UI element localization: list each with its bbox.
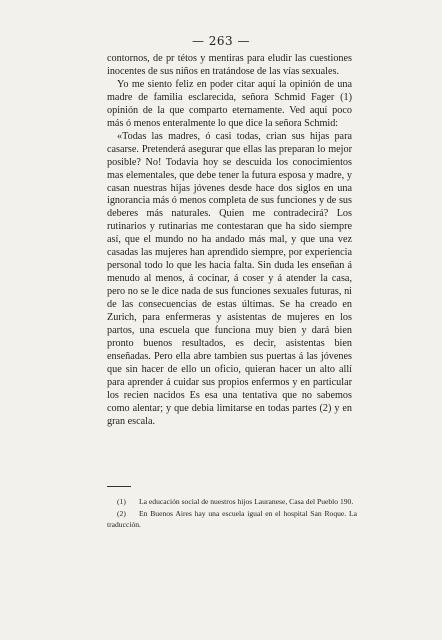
footnote-2 [107,509,357,531]
footnote-1-mark: (1) [117,497,126,506]
paragraph-1: contornos, de pr tétos y mentiras para eludir las cuestiones inocentes de sus niños en tratándose de las vías sexuales. [107,53,352,77]
footnote-2-text: En Buenos Aires hay una escuela igual en el hospital San Roque. La traducción. [107,508,357,529]
main-text [107,53,352,429]
page-number: — 263 — [191,34,251,48]
footnote-1 [107,497,357,508]
footnotes [107,497,357,531]
footnote-1-text: La educación social de nuestros hijos Lauranese, Casa del Pueblo 190. [139,497,354,506]
paragraph-2: Yo me siento feliz en poder citar aquí la opinión de una madre de familia esclarecida, señora Schmid Fager (1) opinión de la que comparto eternamente. Ved aquí poco más ó menos enteralmente lo que dice la señora Schmid: [107,78,352,129]
footnote-2-mark: (2) [117,508,126,518]
paragraph-3: «Todas las madres, ó casi todas, crian sus hijas para casarse. Pretenderá asegurar que ellas las preparan lo mejor posible? No! Todavia hoy se descuida los conocimientos mas elementales, que debe tener la futura esposa y madre, y casan nuestras hijas jóvenes desde hace dos siglos en una ignorancia más ó menos completa de sus funciones y de sus deberes más naturales. Quien me contradecirá? Los rutinarios y rutinarias me contestaran que ha sido siempre así, que el mundo no ha andado más mal, y que una vez casadas las mujeres han aprendido siempre, por experiencia personal todo lo que les hacia falta. Sin duda les enseñan á menudo al menos, á cocinar, á coser y á atender la casa, pero no se le dice nada de sus funciones sexuales futuras, ni de las consecuencias de estas últimas. Se ha creado en Zurich, para enfermeras y asistentas de mujeres en los partos, una escuela que funciona muy bien y dará bien pronto buenos resultados, es decir, asistentas bien enseñadas. Pero ella abre tambien sus puertas á las jóvenes que sin hacer de ello un oficio, quieran hacer un alto allí para aprender á cuidar sus propios enfermos y en particular los recien nacidos Es esa una tentativa que no sabemos como alentar; y que debia limitarse en todas partes (2) y en gran escala. [107,130,352,427]
footnote-divider [107,486,131,487]
